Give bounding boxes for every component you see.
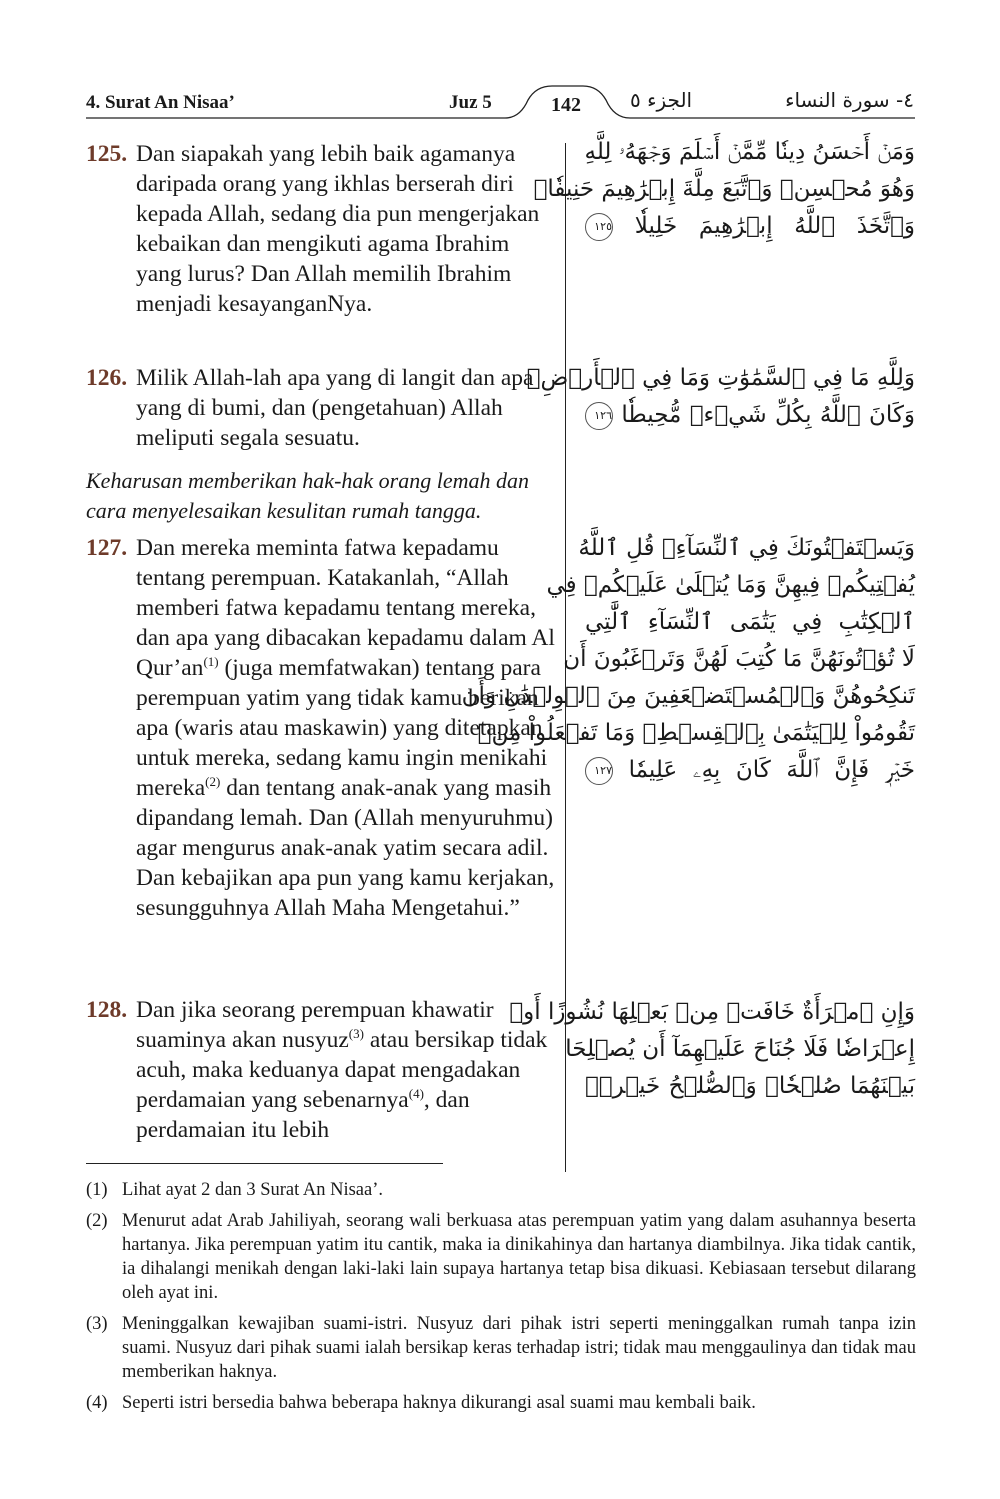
verse-number: 128. — [86, 997, 128, 1023]
footnote-ref-2[interactable]: (2) — [205, 774, 221, 790]
arabic-line: وَمَنۡ أَحۡسَنُ دِينٗا مِّمَّنۡ أَسۡلَمَ وَجۡهَهُۥ لِلَّهِ — [584, 139, 915, 165]
section-heading: Keharusan memberikan hak-hak orang lemah dan cara menyelesaikan kesulitan rumah tangga. — [86, 468, 529, 523]
footnote-1 — [86, 1178, 916, 1202]
arabic-line: وَلِلَّهِ مَا فِي ٱلسَّمَٰوَٰتِ وَمَا فِي ٱلۡأَرۡضِۚ — [526, 365, 915, 391]
footnote-text: Lihat ayat 2 dan 3 Surat An Nisaa’. — [122, 1180, 383, 1200]
header-rule — [0, 0, 1000, 140]
juz-label-arabic: الجزء ٥ — [630, 88, 693, 112]
footnote-text: Seperti istri bersedia bahwa beberapa haknya dikurangi asal suami mau kembali baik. — [122, 1393, 756, 1413]
verse-number: 127. — [86, 535, 128, 561]
juz-label-latin: Juz 5 — [449, 92, 492, 113]
ayah-number-marker: ١٢٦ — [585, 402, 613, 430]
verse-text-part: , dan perdamaian itu lebih — [136, 1087, 470, 1143]
footnote-4 — [86, 1391, 916, 1415]
footnote-3 — [86, 1312, 916, 1384]
verse-number: 125. — [86, 141, 128, 167]
verse-127-arabic — [461, 530, 916, 789]
arabic-line-last — [585, 397, 915, 434]
arabic-line-text: خَيۡرٖ فَإِنَّ ٱللَّهَ كَانَ بِهِۦ عَلِيمٗا — [628, 757, 916, 783]
verse-text: Milik Allah-lah apa yang di langit dan apa yang di bumi, dan (pengetahuan) Allah meliputi segala sesuatu. — [136, 365, 534, 451]
verse-125-arabic — [533, 134, 916, 245]
arabic-line: وَهُوَ مُحۡسِنٞ وَٱتَّبَعَ مِلَّةَ إِبۡرَٰهِيمَ حَنِيفٗاۗ — [533, 176, 915, 202]
verse-text-part: dan tentang anak-anak yang masih dipandang lemah. Dan (Allah menyuruhmu) agar mengurus anak-anak yatim secara adil. Dan kebajikan apa pun yang kamu kerjakan, sesungguhnya Allah Maha Mengetahui.” — [136, 775, 555, 921]
footnote-number: (4) — [86, 1393, 108, 1413]
page-number: 142 — [551, 94, 581, 116]
verse-text-part: Dan mereka meminta fatwa kepadamu tentang perempuan. Katakanlah, “Allah memberi fatwa kepadamu tentang mereka, dan apa yang dibacakan kepadamu dalam Al Qur’an — [136, 535, 555, 681]
verse-128-translation — [86, 995, 558, 1145]
surah-title-latin: 4. Surat An Nisaa’ — [86, 92, 235, 113]
ayah-number-marker: ١٢٥ — [585, 213, 613, 241]
verse-126-translation — [86, 363, 558, 453]
footnote-number: (3) — [86, 1314, 108, 1334]
surah-title-arabic: ٤- سورة النساء — [785, 88, 914, 112]
arabic-line: إِعۡرَاضٗا فَلَا جُنَاحَ عَلَيۡهِمَآ أَن يُصۡلِحَا — [565, 1036, 915, 1062]
verse-text-part: atau bersikap tidak acuh, maka keduanya dapat mengadakan perdamaian yang sebenarnya — [136, 1027, 548, 1113]
footnote-number: (2) — [86, 1211, 108, 1231]
arabic-line: تَنكِحُوهُنَّ وَٱلۡمُسۡتَضۡعَفِينَ مِنَ ٱلۡوِلۡدَٰنِ وَأَن — [461, 683, 915, 709]
arabic-line: وَيَسۡتَفۡتُونَكَ فِي ٱلنِّسَآءِۖ قُلِ ٱللَّهُ — [578, 535, 915, 561]
verse-text — [136, 995, 558, 1145]
footnote-rule — [86, 1163, 443, 1164]
arabic-line-last — [585, 752, 915, 789]
verse-125-translation — [86, 139, 558, 319]
arabic-line-text: وَٱتَّخَذَ ٱللَّهُ إِبۡرَٰهِيمَ خَلِيلٗا — [634, 213, 916, 239]
arabic-line-last — [585, 208, 915, 245]
footnote-ref-3[interactable]: (3) — [348, 1026, 364, 1042]
arabic-line: يُفۡتِيكُمۡ فِيهِنَّ وَمَا يُتۡلَىٰ عَلَيۡكُمۡ فِي — [546, 572, 915, 598]
footnote-2 — [86, 1209, 916, 1305]
verse-126-arabic — [526, 360, 915, 434]
arabic-line: وَإِنِ ٱمۡرَأَةٌ خَافَتۡ مِنۢ بَعۡلِهَا نُشُوزًا أَوۡ — [509, 999, 915, 1025]
page-header — [0, 0, 1000, 140]
footnote-ref-4[interactable]: (4) — [408, 1086, 424, 1102]
footnotes — [86, 1178, 916, 1422]
verse-text: Dan siapakah yang lebih baik agamanya daripada orang yang ikhlas berserah diri kepada Allah, sedang dia pun mengerjakan kebaikan dan mengikuti agama Ibrahim yang lurus? Dan Allah memilih Ibrahim menjadi kesayanganNya. — [136, 141, 540, 317]
arabic-line: تَقُومُواْ لِلۡيَتَٰمَىٰ بِٱلۡقِسۡطِۚ وَمَا تَفۡعَلُواْ مِنۡ — [477, 720, 915, 746]
footnote-ref-1[interactable]: (1) — [203, 654, 219, 670]
arabic-line: ٱلۡكِتَٰبِ فِي يَتَٰمَى ٱلنِّسَآءِ ٱلَّٰتِي — [585, 609, 915, 635]
footnote-number: (1) — [86, 1180, 108, 1200]
footnote-text: Menurut adat Arab Jahiliyah, seorang wali berkuasa atas perempuan yatim yang dalam asuhannya beserta hartanya. Jika perempuan yatim itu cantik, maka ia dinikahinya dan hartanya diambilnya. Jika tidak cantik, ia dihalangi menikah dengan laki-laki lain supaya hartanya tetap bisa dikuasi. Kebiasaan tersebut dilarang oleh ayat ini. — [122, 1211, 916, 1303]
verse-text-part: (juga memfatwakan) tentang para perempuan yatim yang tidak kamu berikan apa (waris atau maskawin) yang ditetapkan untuk mereka, sedang kamu ingin menikahi mereka — [136, 655, 548, 801]
arabic-line-text: وَكَانَ ٱللَّهُ بِكُلِّ شَيۡءٖ مُّحِيطٗا — [621, 402, 915, 428]
ayah-number-marker: ١٢٧ — [585, 757, 613, 785]
verse-text-part: Dan jika seorang perempuan khawatir suaminya akan nusyuz — [136, 997, 494, 1053]
arabic-line: بَيۡنَهُمَا صُلۡحٗاۚ وَٱلصُّلۡحُ خَيۡرٞۗ — [585, 1073, 915, 1099]
footnote-text: Meninggalkan kewajiban suami-istri. Nusyuz dari pihak istri seperti meninggalkan rumah tanpa izin suami. Nusyuz dari pihak suami ialah bersikap keras terhadap istri; tidak mau menggaulinya dan tidak mau memberikan haknya. — [122, 1314, 916, 1382]
verse-128-arabic — [509, 994, 915, 1105]
verse-number: 126. — [86, 365, 128, 391]
arabic-line: لَا تُؤۡتُونَهُنَّ مَا كُتِبَ لَهُنَّ وَتَرۡغَبُونَ أَن — [563, 646, 915, 672]
